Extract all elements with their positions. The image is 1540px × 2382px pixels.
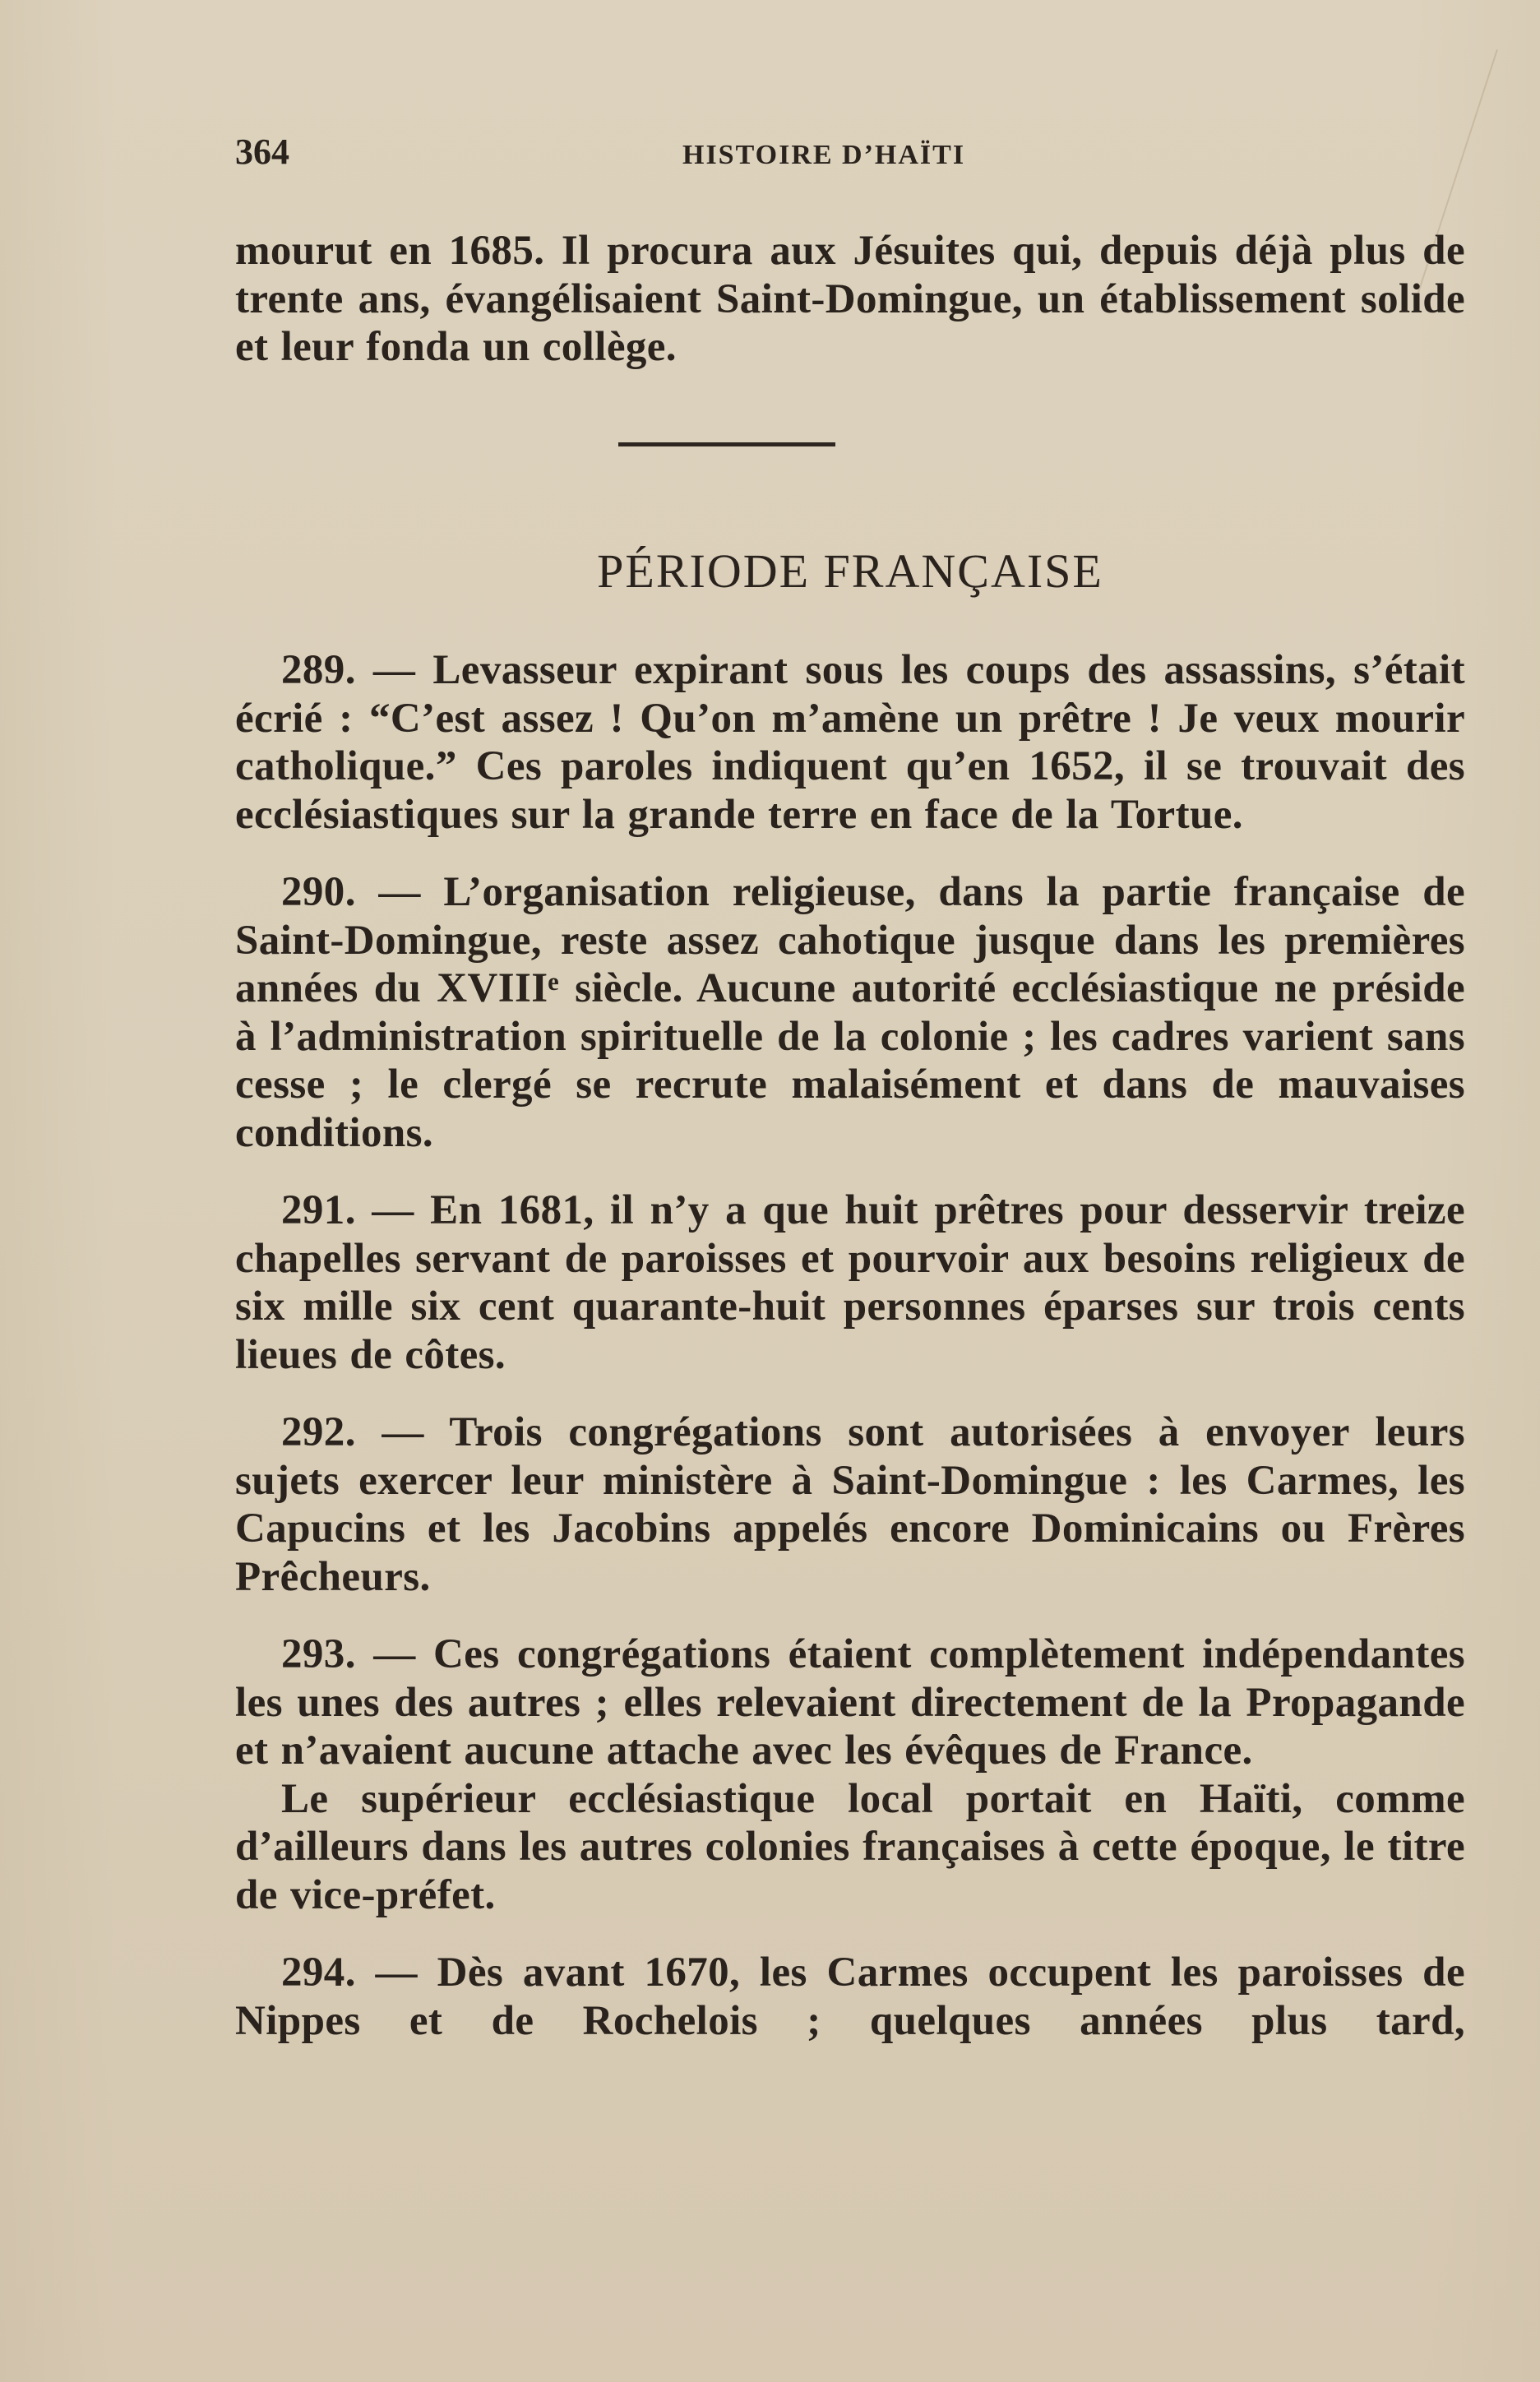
paragraph-293: 293. — Ces congrégations étaient complètement indépendantes les unes des autres ; elles relevaient directement de la Propagande et n’avaient aucune attache avec les évêques de France. <box>235 1631 1465 1774</box>
paragraph-294: 294. — Dès avant 1670, les Carmes occupent les paroisses de Nippes et de Rochelois ; quelques années plus tard, <box>235 1950 1465 2044</box>
page-number: 364 <box>235 132 289 172</box>
paragraph-spacer <box>235 1601 1465 1630</box>
paragraph-289: 289. — Levasseur expirant sous les coups des assassins, s’était écrié : “C’est assez ! Qu’on m’amène un prêtre ! Je veux mourir catholique.” Ces paroles indiquent qu’en 1652, il se trouvait des ecclésiastiques sur la grande terre en face de la Tortue. <box>235 647 1465 838</box>
paragraph-291: 291. — En 1681, il n’y a que huit prêtres pour desservir treize chapelles servant de paroisses et pourvoir aux besoins religieux de six mille six cent quarante-huit personnes éparses sur trois cents lieues de côtes. <box>235 1187 1465 1378</box>
continued-text-block <box>235 227 1465 372</box>
running-head <box>235 132 1465 173</box>
paragraph-292: 292. — Trois congrégations sont autorisées à envoyer leurs sujets exercer leur ministère à Saint-Domingue : les Carmes, les Capucins et les Jacobins appelés encore Dominicains ou Frères Prêcheurs. <box>235 1409 1465 1600</box>
paragraph-290: 290. — L’organisation religieuse, dans la partie française de Saint-Domingue, reste assez cahotique jusque dans les premières années du XVIIIᵉ siècle. Aucune autorité ecclésiastique ne préside à l’administration spirituelle de la colonie ; les cadres varient sans cesse ; le clergé se recrute malaisément et dans de mauvaises conditions. <box>235 869 1465 1156</box>
paragraph-spacer <box>235 1919 1465 1949</box>
section-heading: PÉRIODE FRANÇAISE <box>597 544 1103 598</box>
paragraph-293-continuation: Le supérieur ecclésiastique local portait en Haïti, comme d’ailleurs dans les autres colonies françaises à cette époque, le titre de vice-préfet. <box>235 1775 1465 1918</box>
paragraph-spacer <box>235 839 1465 868</box>
continued-paragraph: mourut en 1685. Il procura aux Jésuites qui, depuis déjà plus de trente ans, évangélisaient Saint-Domingue, un établissement solide et leur fonda un collège. <box>235 228 1465 370</box>
body-text-block <box>235 646 1465 2045</box>
section-divider-rule <box>618 442 835 446</box>
running-title: HISTOIRE D’HAÏTI <box>682 140 966 170</box>
paragraph-spacer <box>235 1379 1465 1408</box>
paragraph-spacer <box>235 1157 1465 1186</box>
